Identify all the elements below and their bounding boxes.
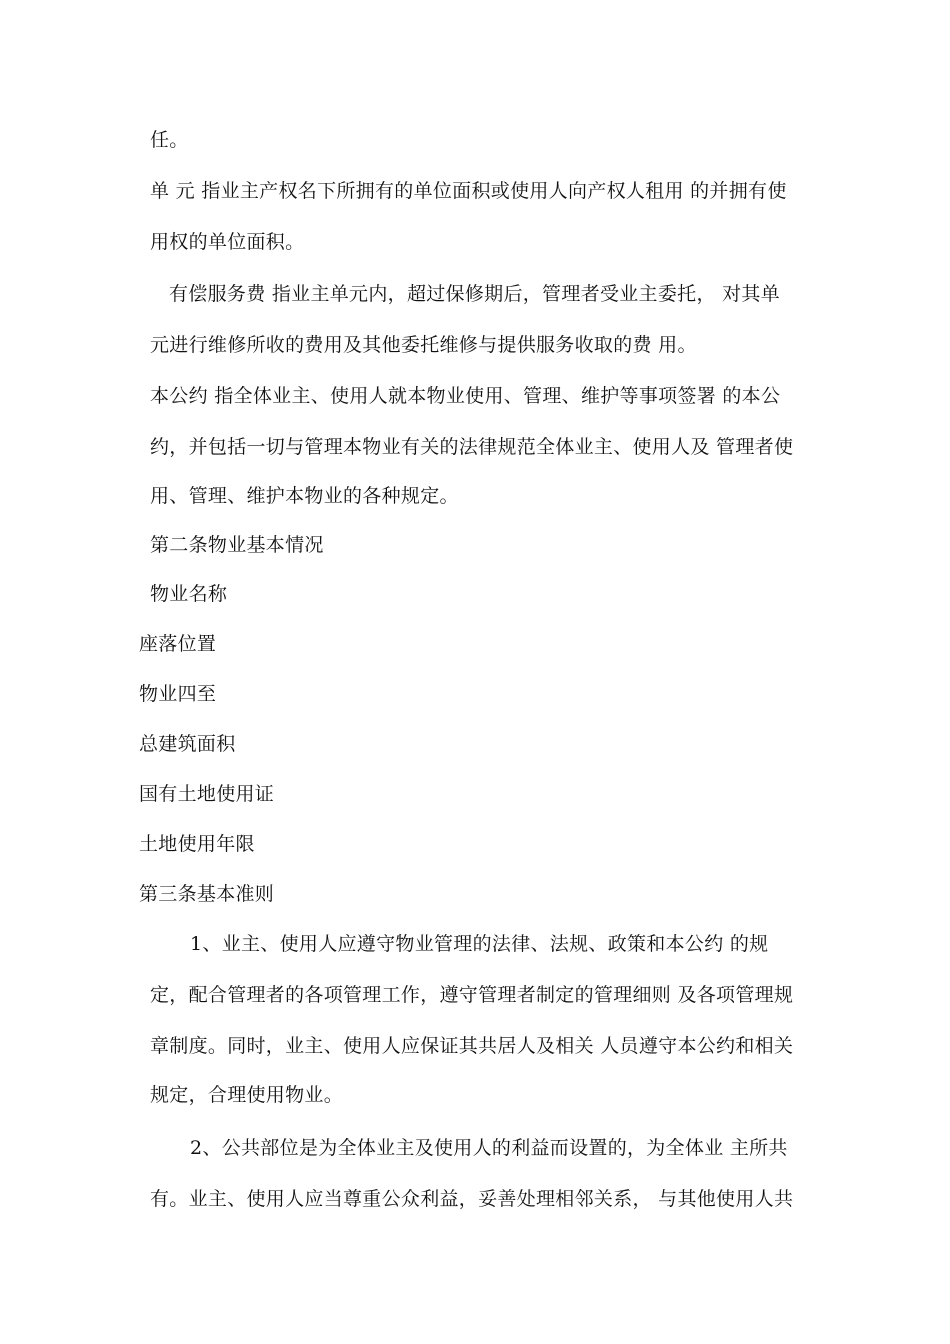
text-line-2: 单 元 指业主产权名下所拥有的单位面积或使用人向产权人租用 的并拥有使	[150, 180, 787, 202]
text-line-6: 本公约 指全体业主、使用人就本物业使用、管理、维护等事项签署 的本公	[150, 385, 781, 407]
text-line-20: 规定，合理使用物业。	[150, 1084, 344, 1106]
text-line-8: 用、管理、维护本物业的各种规定。	[150, 485, 459, 507]
text-line-7: 约，并包括一切与管理本物业有关的法律规范全体业主、使用人及 管理者使	[150, 436, 794, 458]
field-land-use-certificate: 国有土地使用证	[139, 783, 275, 805]
text-line-1: 任。	[150, 129, 189, 151]
field-location: 座落位置	[139, 633, 217, 655]
text-line-21: 2、公共部位是为全体业主及使用人的利益而设置的，为全体业 主所共	[190, 1137, 788, 1159]
field-land-use-term: 土地使用年限	[139, 833, 255, 855]
text-line-19: 章制度。同时，业主、使用人应保证其共居人及相关 人员遵守本公约和相关	[150, 1035, 794, 1057]
field-property-name: 物业名称	[150, 583, 228, 605]
section-heading-2: 第二条物业基本情况	[150, 534, 324, 556]
field-boundaries: 物业四至	[139, 683, 217, 705]
field-total-floor-area: 总建筑面积	[139, 733, 236, 755]
text-line-22: 有。业主、使用人应当尊重公众利益，妥善处理相邻关系， 与其他使用人共	[150, 1188, 794, 1210]
section-heading-3: 第三条基本准则	[139, 883, 275, 905]
text-line-4: 有偿服务费 指业主单元内，超过保修期后，管理者受业主委托， 对其单	[169, 283, 780, 305]
text-line-17: 1、业主、使用人应遵守物业管理的法律、法规、政策和本公约 的规	[190, 933, 769, 955]
text-line-3: 用权的单位面积。	[150, 231, 305, 253]
text-line-5: 元进行维修所收的费用及其他委托维修与提供服务收取的费 用。	[150, 334, 697, 356]
text-line-18: 定，配合管理者的各项管理工作，遵守管理者制定的管理细则 及各项管理规	[150, 984, 794, 1006]
